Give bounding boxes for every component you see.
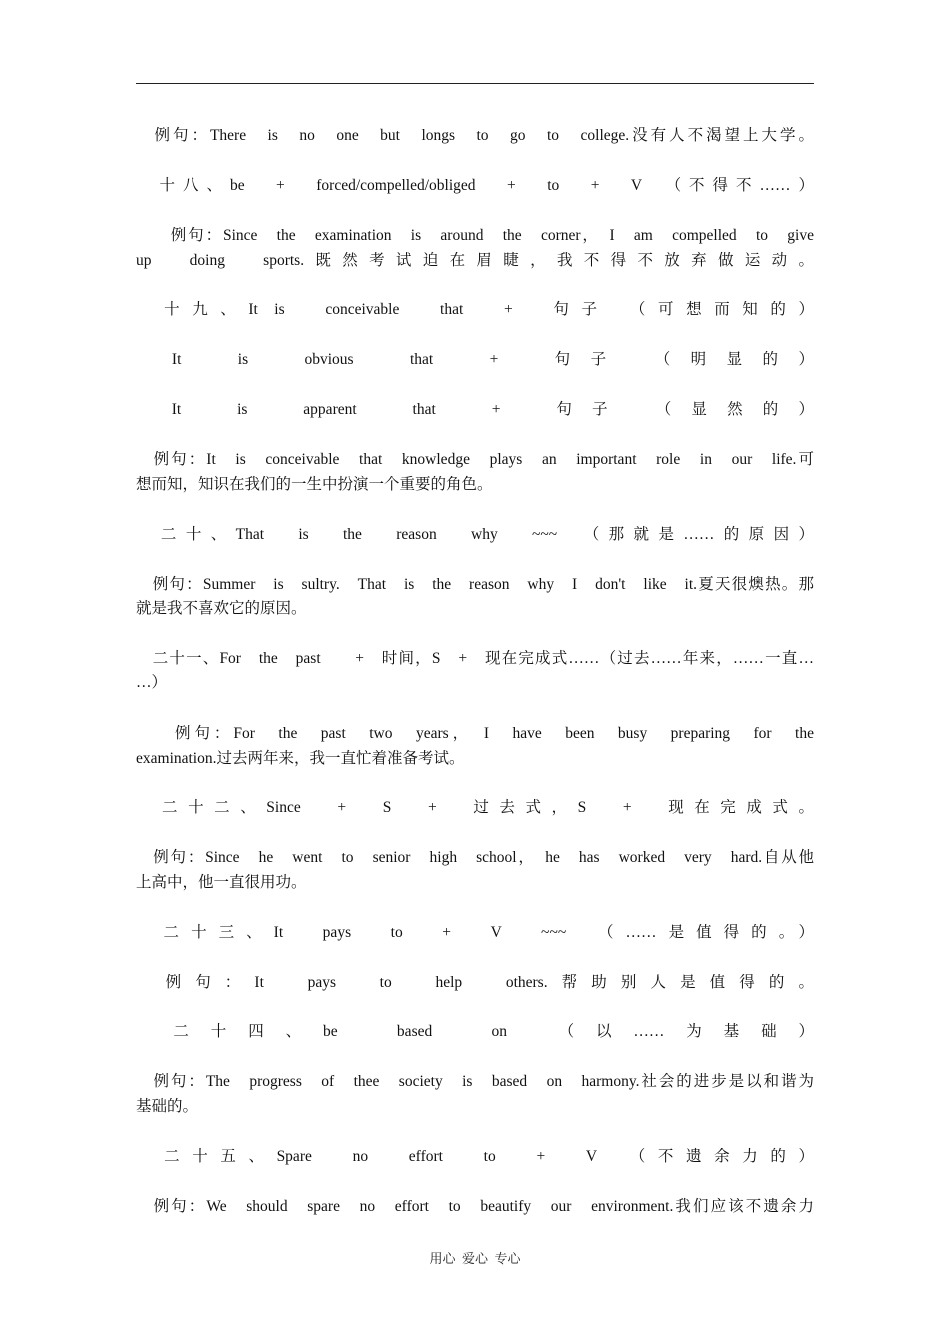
- text-line: 例句：For the past two years， I have been busy preparing for the: [136, 725, 814, 742]
- text-line: 就是我不喜欢它的原因。: [136, 600, 307, 617]
- text-line: 二十五、Spare no effort to + V （不遗余力的）: [136, 1148, 814, 1165]
- text-line: It is obvious that + 句子 （明显的）: [136, 351, 814, 368]
- page-footer: 用心 爱心 专心: [429, 1251, 521, 1266]
- text-line: 二十二、Since + S + 过去式，S + 现在完成式。: [136, 799, 814, 816]
- text-line: It is apparent that + 句子 （显然的）: [136, 401, 814, 418]
- text-line: 例句：There is no one but longs to go to college.没有人不渴望上大学。: [136, 127, 814, 144]
- text-line: 例句：Since he went to senior high school， he has worked very hard.自从他: [136, 849, 814, 866]
- text-line: 例句：Summer is sultry. That is the reason why I don't like it.夏天很燠热。那: [136, 576, 814, 593]
- text-line: 十八、be + forced/compelled/obliged + to + V （不得不……）: [136, 177, 814, 194]
- text-line: 二十一、For the past + 时间，S + 现在完成式……（过去……年来，……一直…: [136, 650, 814, 667]
- text-line: 例句：The progress of thee society is based on harmony.社会的进步是以和谐为: [136, 1073, 814, 1090]
- text-line: 二十、That is the reason why ~~~ （那就是……的原因）: [136, 526, 814, 543]
- text-line: 十九、It is conceivable that + 句子 （可想而知的）: [136, 301, 814, 318]
- text-line: 上高中，他一直很用功。: [136, 874, 307, 891]
- text-line: 二十三、It pays to + V ~~~ （……是值得的。）: [136, 924, 814, 941]
- text-line: 基础的。: [136, 1098, 199, 1115]
- text-line: …）: [136, 674, 168, 691]
- text-line: 例句：It is conceivable that knowledge plays an important role in our life.可: [136, 451, 814, 468]
- header-rule: [136, 83, 814, 84]
- text-line: 例句：We should spare no effort to beautify our environment.我们应该不遗余力: [136, 1198, 814, 1215]
- text-line: 例句：Since the examination is around the corner， I am compelled to give: [136, 227, 814, 244]
- text-line: examination.过去两年来，我一直忙着准备考试。: [136, 750, 465, 767]
- text-line: 想而知，知识在我们的一生中扮演一个重要的角色。: [136, 476, 493, 493]
- text-line: 例句：It pays to help others.帮助别人是值得的。: [136, 974, 814, 991]
- text-line: 二十四、be based on （以……为基础）: [136, 1023, 814, 1040]
- text-line: up doing sports.既然考试迫在眉睫，我不得不放弃做运动。: [136, 252, 814, 269]
